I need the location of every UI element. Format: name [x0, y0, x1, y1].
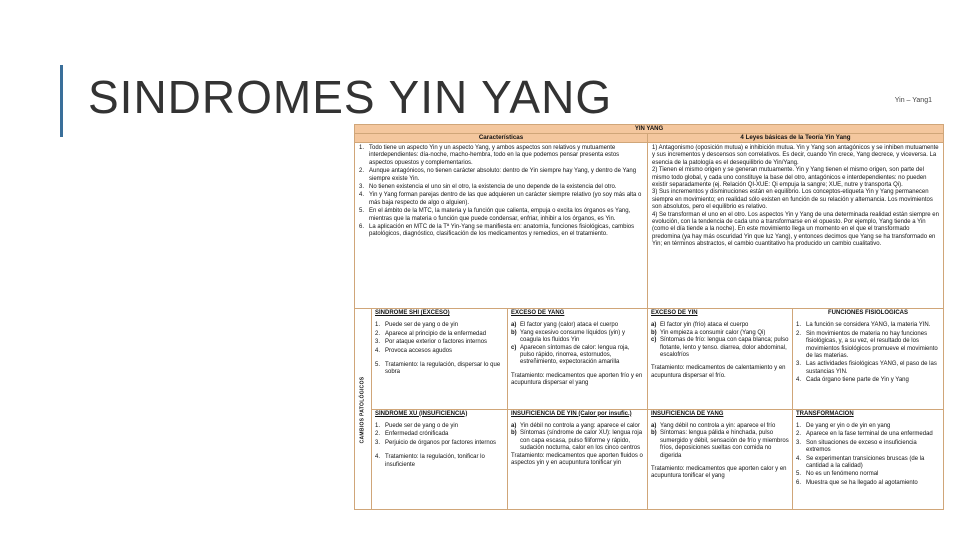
laws-heading: 4 Leyes básicas de la Teoría Yin Yang [648, 134, 943, 143]
cell-xu: SÍNDROME XU (INSUFICIENCIA) 1. Puede ser de yang o de yin 2. Enfermedad crónificada 3. Perjuicio de órganos por factores internos 4. Tratamiento: la regulación, tonificar lo insuficiente [372, 410, 508, 511]
document-header: YIN YANG [355, 125, 943, 134]
characteristics-column [355, 134, 648, 308]
pathology-section [355, 309, 943, 510]
title-accent-bar [60, 65, 63, 137]
cell-insuficiencia-yin: INSUFICIENCIA DE YIN (Calor por insufic.) a) Yin débil no controla a yang: aparece el calor b) Síntomas (síndrome de calor XU): lengua roja con capa escasa, pulso filiforme y rápido, sudación nocturna, calor en los cinco centros Tratamiento: medicamentos que aporten fluidos o aspectos yin y en acupuntura tonificar yin [508, 410, 648, 511]
list-item: 5. En el ámbito de la MTC, la materia y la función que calienta, empuja o excita los órganos es Yang, mientras que la materia o función que puede condensar, enfriar, inhibir a los órganos, es Yin. [359, 208, 631, 222]
cell-exceso-yang: EXCESO DE YANG a) El factor yang (calor) ataca el cuerpo b) Yang excesivo consume líquidos (yin) y coagula los fluidos Yin c) Aparecen síntomas de calor: lengua roja, pulso rápido, rinorrea, estornudos, estreñimiento, expectoración amarilla Tratamiento: medicamentos que aporten frío y en acupuntura dispersar el yang [508, 309, 648, 410]
side-label: CAMBIOS PATOLÓGICOS [355, 309, 372, 510]
law-paragraph: 1) Antagonismo (oposición mutua) e inhibición mutua. Yin y Yang son antagónicos y se inhiben mutuamente y sus incrementos y descensos son correlativos. Es decir, cuando Yin crece, Yang decrece, y viceversa. La esencia de la patología es el desequilibrio de Yin/Yang. [652, 145, 939, 166]
cell-exceso-yin: EXCESO DE YIN a) El factor yin (frío) ataca el cuerpo b) Yin empieza a consumir calor (Yang Qi) c) Síntomas de frío: lengua con capa blanca; pulso flotante, lento y tenso. diarrea, dolor abdominal, escalofríos Tratamiento: medicamentos de calentamiento y en acupuntura dispersar el frío. [648, 309, 793, 410]
characteristics-heading: Características [355, 134, 647, 143]
cell-funciones-fisiologicas: FUNCIONES FISIOLÓGICAS 1. La función se considera YANG, la materia YIN. 2. Sin movimientos de materia no hay funciones fisiológicas, y, a su vez, el resultado de los movimientos fisiológicos promueve el movimiento de las materias. 3. Las actividades fisiológicas YANG, el paso de las sustancias YIN. 4. Cada órgano tiene parte de Yin y Yang [793, 309, 943, 410]
pathology-grid [372, 309, 943, 510]
list-item: 1. Todo tiene un aspecto Yin y un aspecto Yang, y ambos aspectos son relativos y mutuamente interdependientes: día-noche, macho-hembra, todo en la que podemos pensar presenta estos aspectos opuestos y complementarios. [359, 145, 620, 166]
list-item: 6. La aplicación en MTC de la Tª Yin-Yang se manifiesta en: anatomía, funciones fisiológicas, cambios patológicos, diagnóstico, clasificación de los medicamentos y remedios, en el tratamiento. [359, 224, 635, 238]
law-paragraph: 4) Se transforman el uno en el otro. Los aspectos Yin y Yang de una determinada realidad están siempre en evolución, con la tendencia de cada uno a transformarse en el opuesto. Por ejemplo, Yang tiende a Yin (como el día tiende a la noche). En este movimiento llega un momento en el que el transformado predomina (ya hay más oscuridad Yin que luz Yang), y entonces decimos que Yang se ha transformado en Yin; en términos abstractos, el cambio cuantitativo ha producido un cambio cualitativo. [652, 211, 939, 248]
list-item: 3. No tienen existencia el uno sin el otro, la existencia de uno depende de la existencia del otro. [359, 184, 617, 191]
cell-shi: SÍNDROME SHI (EXCESO) 1. Puede ser de yang o de yin 2. Aparece al principio de la enfermedad 3. Por ataque exterior o factores internos 4. Provoca accesos agudos 5. Tratamiento: la regulación, dispersar lo que sobra [372, 309, 508, 410]
laws-column [648, 134, 943, 308]
cell-insuficiencia-yang: INSUFICIENCIA DE YANG a) Yang débil no controla a yin: aparece el frío b) Síntomas: lengua pálida e hinchada, pulso sumergido y débil, sensación de frío y miembros fríos, deposiciones sueltas con comida no digerida Tratamiento: medicamentos que aporten calor y en acupuntura tonificar el yang [648, 410, 793, 511]
law-paragraph: 2) Tienen el mismo origen y se generan mutuamente. Yin y Yang tienen el mismo origen, son parte del mismo todo global, y cada uno constituye la base del otro, antagónicos e interdependientes: no pueden existir separadamente (ej. Relación QI-XUE: Qi empuja la sangre; XUE, nutre y transporta Qi). [652, 167, 927, 189]
law-paragraph: 3) Sus incrementos y disminuciones están en equilibrio. Los conceptos-etiqueta Yin y Yang permanecen siempre en movimiento; en realidad sólo existen en función de su relación y alternancia. Los movimientos son absolutos, pero el equilibrio es relativo. [652, 189, 933, 211]
slide-title: SINDROMES YIN YANG [88, 71, 613, 123]
embedded-document [354, 124, 944, 510]
top-section [355, 134, 943, 309]
cell-transformacion: TRANSFORMACIÓN 1. De yang er yin o de yin en yang 2. Aparece en la fase terminal de una enfermedad 3. Son situaciones de exceso e insuficiencia extremos 4. Se experimentan transiciones bruscas (de la cantidad a la calidad) 5. No es un fenómeno normal 6. Muestra que se ha llegado al agotamiento [793, 410, 943, 511]
list-item: 2. Aunque antagónicos, no tienen carácter absoluto: dentro de Yin siempre hay Yang, y dentro de Yang siempre existe Yin. [359, 168, 637, 182]
slide-tag: Yin – Yang1 [894, 97, 932, 104]
list-item: 4. Yin y Yang forman parejas dentro de las que adquieren un carácter siempre relativo (yo soy más alta o más baja respecto de algo o alguien). [359, 192, 642, 206]
